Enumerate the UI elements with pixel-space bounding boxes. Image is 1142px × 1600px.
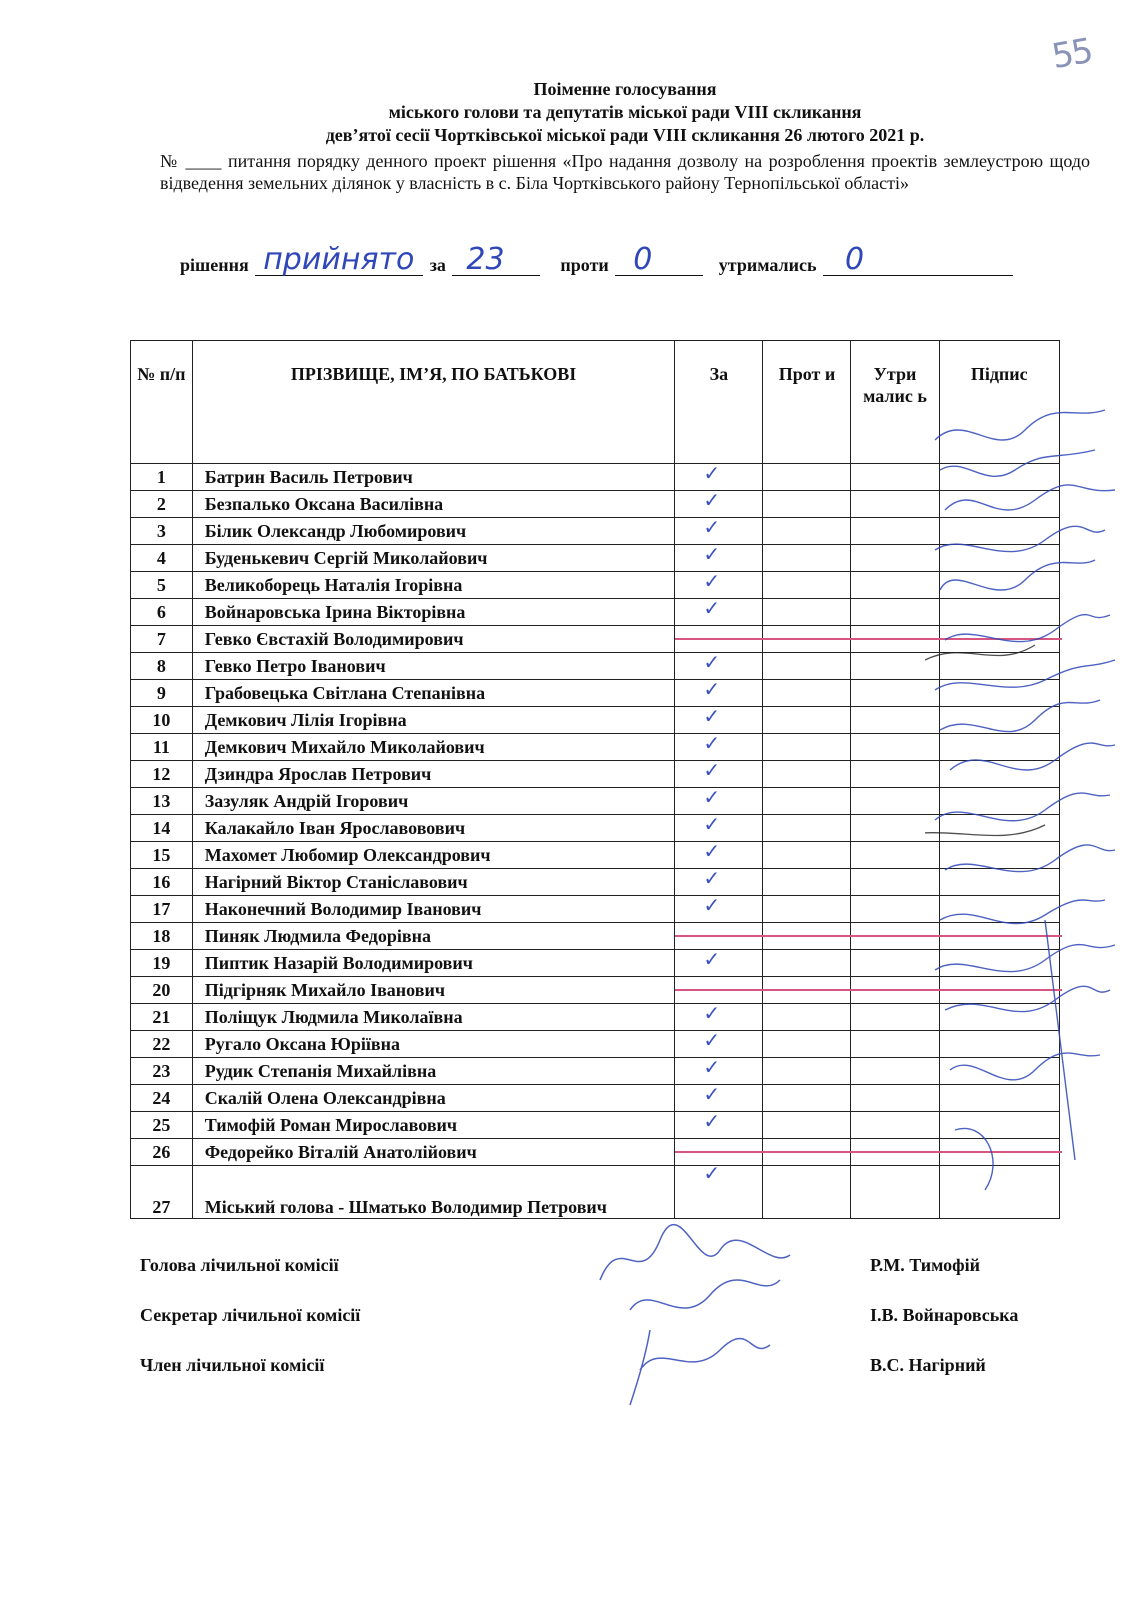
row-utr-cell: [851, 923, 939, 950]
row-number: 24: [131, 1085, 193, 1112]
row-proty-cell: [763, 1112, 851, 1139]
commission-row: [140, 1255, 1040, 1305]
voting-table: [130, 340, 1060, 1219]
header-session: дев’ятої сесії Чортківської міської ради VIII скликання 26 лютого 2021 р.: [325, 125, 925, 145]
row-signature-cell: [939, 680, 1059, 707]
row-utr-cell: [851, 788, 939, 815]
row-name: Дзиндра Ярослав Петрович: [192, 761, 675, 788]
commission-person: Р.М. Тимофій: [870, 1255, 981, 1275]
check-mark-icon: ✓: [703, 731, 721, 755]
check-mark-icon: ✓: [703, 677, 721, 701]
row-number: 7: [131, 626, 193, 653]
check-mark-icon: ✓: [703, 515, 721, 539]
row-number: 14: [131, 815, 193, 842]
row-number: 21: [131, 1004, 193, 1031]
table-row: [131, 1004, 1060, 1031]
row-number: 26: [131, 1139, 193, 1166]
row-utr-cell: [851, 896, 939, 923]
row-number: 11: [131, 734, 193, 761]
row-name: Скалій Олена Олександрівна: [192, 1085, 675, 1112]
row-signature-cell: [939, 1058, 1059, 1085]
row-za-cell: [675, 1109, 763, 1139]
row-name: Демкович Лілія Ігорівна: [192, 707, 675, 734]
row-name: Тимофій Роман Мирославович: [192, 1112, 675, 1139]
row-utr-cell: [851, 707, 939, 734]
row-number: 1: [131, 464, 193, 491]
table-row: [131, 1166, 1060, 1219]
row-number: 3: [131, 518, 193, 545]
row-utr-cell: [851, 1058, 939, 1085]
row-proty-cell: [763, 869, 851, 896]
check-mark-icon: ✓: [703, 947, 721, 971]
row-name: Демкович Михайло Миколайович: [192, 734, 675, 761]
row-number: 15: [131, 842, 193, 869]
row-number: 10: [131, 707, 193, 734]
row-name: Підгірняк Михайло Іванович: [192, 977, 675, 1004]
decision-line: [180, 242, 1080, 277]
row-name: Махомет Любомир Олександрович: [192, 842, 675, 869]
check-mark-icon: ✓: [703, 839, 721, 863]
table-row: [131, 896, 1060, 923]
header-name: ПРІЗВИЩЕ, ІМ’Я, ПО БАТЬКОВІ: [192, 341, 675, 464]
row-signature-cell: [939, 599, 1059, 626]
row-name: Великоборець Наталія Ігорівна: [192, 572, 675, 599]
row-utr-cell: [851, 950, 939, 977]
header-sign: Підпис: [939, 341, 1059, 464]
row-proty-cell: [763, 518, 851, 545]
table-row: [131, 869, 1060, 896]
row-signature-cell: [939, 1031, 1059, 1058]
row-proty-cell: [763, 1058, 851, 1085]
row-signature-cell: [939, 545, 1059, 572]
commission-role: Секретар лічильної комісії: [140, 1305, 361, 1325]
row-number: 23: [131, 1058, 193, 1085]
row-proty-cell: [763, 977, 851, 1004]
row-proty-cell: [763, 680, 851, 707]
row-name: Батрин Василь Петрович: [192, 464, 675, 491]
row-za-cell: [675, 947, 763, 977]
check-mark-icon: ✓: [703, 1001, 721, 1025]
row-proty-cell: [763, 923, 851, 950]
row-number: 25: [131, 1112, 193, 1139]
za-label: за: [429, 255, 446, 275]
row-number: 16: [131, 869, 193, 896]
commission-role: Голова лічильної комісії: [140, 1255, 339, 1275]
check-mark-icon: ✓: [703, 1109, 721, 1133]
table-row: [131, 977, 1060, 1004]
row-name: Грабовецька Світлана Степанівна: [192, 680, 675, 707]
check-mark-icon: ✓: [703, 650, 721, 674]
row-signature-cell: [939, 1085, 1059, 1112]
row-name: Пиптик Назарій Володимирович: [192, 950, 675, 977]
row-proty-cell: [763, 1166, 851, 1219]
row-proty-cell: [763, 896, 851, 923]
utr-count-handwritten: 0: [845, 242, 865, 277]
row-proty-cell: [763, 734, 851, 761]
commission-person: В.С. Нагірний: [870, 1355, 986, 1375]
row-name: Нагірний Віктор Станіславович: [192, 869, 675, 896]
row-number: 12: [131, 761, 193, 788]
za-count-field: [452, 242, 540, 277]
row-proty-cell: [763, 491, 851, 518]
table-row: [131, 1031, 1060, 1058]
table-row: [131, 923, 1060, 950]
commission-row: [140, 1305, 1040, 1355]
row-utr-cell: [851, 761, 939, 788]
commission-row: [140, 1355, 1040, 1405]
table-row: [131, 1085, 1060, 1112]
row-utr-cell: [851, 1139, 939, 1166]
row-number: 17: [131, 896, 193, 923]
row-name: Калакайло Іван Ярославовович: [192, 815, 675, 842]
row-name: Пиняк Людмила Федорівна: [192, 923, 675, 950]
header-num: № п/п: [131, 341, 193, 464]
check-mark-icon: ✓: [703, 569, 721, 593]
header-subtitle: міського голови та депутатів міської ради VIII скликання: [388, 102, 862, 122]
check-mark-icon: ✓: [703, 488, 721, 512]
row-signature-cell: [939, 1166, 1059, 1219]
proty-label: проти: [560, 255, 609, 275]
table-row: [131, 815, 1060, 842]
row-utr-cell: [851, 1166, 939, 1219]
decision-result-handwritten: прийнято: [263, 242, 415, 277]
row-signature-cell: [939, 734, 1059, 761]
header-proty: Прот и: [763, 341, 851, 464]
row-utr-cell: [851, 464, 939, 491]
row-name: Зазуляк Андрій Ігорович: [192, 788, 675, 815]
check-mark-icon: ✓: [703, 866, 721, 890]
table-row: [131, 761, 1060, 788]
proty-count-field: [615, 242, 703, 277]
table-row: [131, 788, 1060, 815]
table-row: [131, 626, 1060, 653]
row-za-cell: [675, 893, 763, 923]
row-utr-cell: [851, 1112, 939, 1139]
table-row: [131, 842, 1060, 869]
row-proty-cell: [763, 1085, 851, 1112]
row-utr-cell: [851, 734, 939, 761]
row-signature-cell: [939, 653, 1059, 680]
row-signature-cell: [939, 869, 1059, 896]
row-signature-cell: [939, 950, 1059, 977]
row-name: Федорейко Віталій Анатолійович: [192, 1139, 675, 1166]
row-number: 19: [131, 950, 193, 977]
check-mark-icon: ✓: [703, 704, 721, 728]
table-header-row: [131, 341, 1060, 464]
table-row: [131, 734, 1060, 761]
table-row: [131, 680, 1060, 707]
row-name: Гевко Євстахій Володимирович: [192, 626, 675, 653]
commission-person: І.В. Войнаровська: [870, 1305, 1019, 1325]
row-proty-cell: [763, 707, 851, 734]
row-za-cell: [675, 1161, 763, 1219]
row-signature-cell: [939, 788, 1059, 815]
check-mark-icon: ✓: [703, 461, 721, 485]
table-row: [131, 1112, 1060, 1139]
table-row: [131, 464, 1060, 491]
row-proty-cell: [763, 761, 851, 788]
check-mark-icon: ✓: [703, 1055, 721, 1079]
row-signature-cell: [939, 518, 1059, 545]
row-number: 6: [131, 599, 193, 626]
row-signature-cell: [939, 572, 1059, 599]
table-row: [131, 1139, 1060, 1166]
row-za-cell: [675, 596, 763, 626]
decision-result-field: [255, 242, 423, 277]
row-number: 9: [131, 680, 193, 707]
check-mark-icon: ✓: [703, 1161, 721, 1185]
row-utr-cell: [851, 626, 939, 653]
row-name: Поліщук Людмила Миколаївна: [192, 1004, 675, 1031]
table-row: [131, 491, 1060, 518]
row-name: Рудик Степанія Михайлівна: [192, 1058, 675, 1085]
check-mark-icon: ✓: [703, 596, 721, 620]
row-utr-cell: [851, 599, 939, 626]
row-name: Безпалько Оксана Василівна: [192, 491, 675, 518]
row-utr-cell: [851, 491, 939, 518]
decision-label: рішення: [180, 255, 249, 275]
row-utr-cell: [851, 815, 939, 842]
header-title: Поіменне голосування: [533, 79, 717, 99]
document-header: [160, 78, 1090, 147]
table-row: [131, 653, 1060, 680]
table-row: [131, 707, 1060, 734]
voting-table-body: [131, 461, 1060, 1219]
row-proty-cell: [763, 572, 851, 599]
page-number: 55: [1048, 30, 1095, 78]
check-mark-icon: ✓: [703, 758, 721, 782]
table-row: [131, 599, 1060, 626]
za-count-handwritten: 23: [466, 242, 505, 277]
row-name: Войнаровська Ірина Вікторівна: [192, 599, 675, 626]
check-mark-icon: ✓: [703, 893, 721, 917]
row-number: 18: [131, 923, 193, 950]
row-proty-cell: [763, 626, 851, 653]
row-proty-cell: [763, 1004, 851, 1031]
row-number: 20: [131, 977, 193, 1004]
utr-count-field: [823, 242, 1013, 277]
row-proty-cell: [763, 653, 851, 680]
row-utr-cell: [851, 869, 939, 896]
table-row: [131, 545, 1060, 572]
row-proty-cell: [763, 788, 851, 815]
row-number: 2: [131, 491, 193, 518]
row-proty-cell: [763, 545, 851, 572]
utr-label: утримались: [718, 255, 817, 275]
row-signature-cell: [939, 1004, 1059, 1031]
check-mark-icon: ✓: [703, 1082, 721, 1106]
row-name: Міський голова - Шматько Володимир Петрович: [192, 1166, 675, 1219]
row-signature-cell: [939, 896, 1059, 923]
row-signature-cell: [939, 1112, 1059, 1139]
row-number: 4: [131, 545, 193, 572]
table-row: [131, 572, 1060, 599]
row-proty-cell: [763, 950, 851, 977]
row-name: Буденькевич Сергій Миколайович: [192, 545, 675, 572]
row-proty-cell: [763, 599, 851, 626]
row-proty-cell: [763, 842, 851, 869]
row-utr-cell: [851, 842, 939, 869]
row-utr-cell: [851, 572, 939, 599]
table-row: [131, 950, 1060, 977]
header-za: За: [675, 341, 763, 464]
header-utr: Утри малис ь: [851, 341, 939, 464]
row-utr-cell: [851, 680, 939, 707]
row-proty-cell: [763, 815, 851, 842]
row-utr-cell: [851, 1085, 939, 1112]
row-signature-cell: [939, 707, 1059, 734]
row-name: Ругало Оксана Юріївна: [192, 1031, 675, 1058]
row-signature-cell: [939, 491, 1059, 518]
check-mark-icon: ✓: [703, 785, 721, 809]
row-number: 22: [131, 1031, 193, 1058]
check-mark-icon: ✓: [703, 542, 721, 566]
row-signature-cell: [939, 761, 1059, 788]
row-signature-cell: [939, 815, 1059, 842]
row-utr-cell: [851, 1031, 939, 1058]
row-utr-cell: [851, 653, 939, 680]
commission-role: Член лічильної комісії: [140, 1355, 325, 1375]
check-mark-icon: ✓: [703, 1028, 721, 1052]
table-row: [131, 1058, 1060, 1085]
row-utr-cell: [851, 545, 939, 572]
row-number: 5: [131, 572, 193, 599]
row-name: Гевко Петро Іванович: [192, 653, 675, 680]
counting-commission: [140, 1255, 1040, 1405]
agenda-question: № ____ питання порядку денного проект рішення «Про надання дозволу на розроблення проектів землеустрою щодо відведення земельних ділянок у власність в с. Біла Чортківського району Тернопільської області»: [160, 151, 1090, 193]
row-number: 13: [131, 788, 193, 815]
row-utr-cell: [851, 518, 939, 545]
row-number: 8: [131, 653, 193, 680]
row-signature-cell: [939, 464, 1059, 491]
row-proty-cell: [763, 1139, 851, 1166]
row-proty-cell: [763, 464, 851, 491]
row-signature-cell: [939, 842, 1059, 869]
row-number: 27: [131, 1166, 193, 1219]
row-proty-cell: [763, 1031, 851, 1058]
row-name: Наконечний Володимир Іванович: [192, 896, 675, 923]
row-utr-cell: [851, 977, 939, 1004]
row-utr-cell: [851, 1004, 939, 1031]
check-mark-icon: ✓: [703, 812, 721, 836]
proty-count-handwritten: 0: [633, 242, 653, 277]
row-name: Білик Олександр Любомирович: [192, 518, 675, 545]
table-row: [131, 518, 1060, 545]
